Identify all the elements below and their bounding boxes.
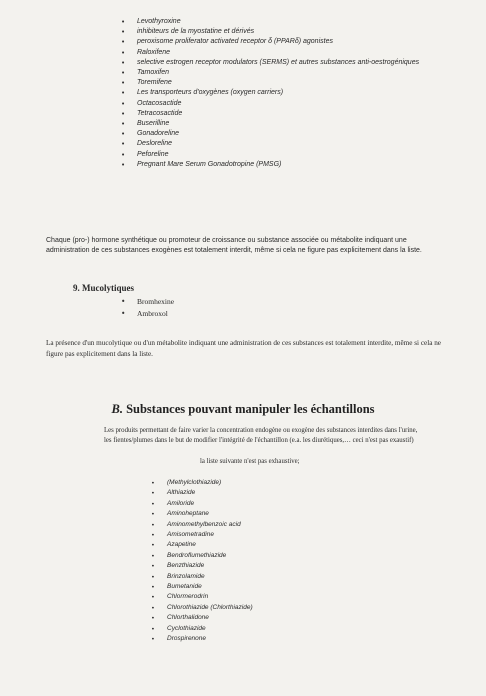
mucolytiques-paragraph: La présence d'un mucolytique ou d'un métabolite indiquant une administration de ces substances est totalement interdite, même si cela ne figure pas explicitement dans la liste. <box>46 339 441 358</box>
list-item: • Toremifene <box>137 78 437 88</box>
list-item: • selective estrogen receptor modulators (SERMS) et autres substances anti-oestrogéniques <box>137 58 437 68</box>
list-item: • Les transporteurs d'oxygènes (oxygen carriers) <box>137 88 437 98</box>
list-item: • Aminomethylbenzoic acid <box>167 520 367 530</box>
list-item: • Drospirenone <box>167 634 367 644</box>
section-b-letter: B. <box>111 402 123 416</box>
list-item: • Peforeline <box>137 150 437 160</box>
hormones-paragraph: Chaque (pro-) hormone synthétique ou promoteur de croissance ou substance associée ou métabolite indiquant une administration de ces substances exogènes est totalement interdit, même si cela ne figure pas explicitement dans la liste. <box>46 237 422 254</box>
list-item: • Amisometradine <box>167 530 367 540</box>
list-item: • Gonadoreline <box>137 129 437 139</box>
section-b-intro-tail: la liste suivante n'est pas exhaustive; <box>200 458 300 465</box>
list-item: • Althiazide <box>167 488 367 498</box>
list-item: • inhibiteurs de la myostatine et dérivés <box>137 27 437 37</box>
list-item: • Chlorthalidone <box>167 613 367 623</box>
list-item: • Buserilline <box>137 119 437 129</box>
list-item: • Amiloride <box>167 499 367 509</box>
section-b-title: Substances pouvant manipuler les échantillons <box>126 402 375 416</box>
list-item: • Raloxifene <box>137 48 437 58</box>
list-item: • Chlormerodrin <box>167 592 367 602</box>
substance-list-hormones <box>137 17 437 170</box>
list-item: • Bendroflumethiazide <box>167 551 367 561</box>
list-item: • peroxisome proliferator activated receptor δ (PPARδ) agonistes <box>137 37 437 47</box>
section-b-intro: Les produits permettant de faire varier la concentration endogène ou exogène des substances interdites dans l'urine, les fientes/plumes dans le but de modifier l'intégrité de l'échantillon (e.a. les diurétiques,… ceci n'est pas exaustif) <box>104 427 418 444</box>
list-item: • Desloreline <box>137 139 437 149</box>
section-b-heading <box>0 402 486 417</box>
mucolytiques-list <box>137 296 174 320</box>
list-item: • Levothyroxine <box>137 17 437 27</box>
list-item: • (Methylclothiazide) <box>167 478 367 488</box>
list-item: • Aminoheptane <box>167 509 367 519</box>
list-item: • Tetracosactide <box>137 109 437 119</box>
list-item: • Tamoxifen <box>137 68 437 78</box>
list-item: • Bromhexine <box>137 296 174 308</box>
list-item: • Pregnant Mare Serum Gonadotropine (PMSG) <box>137 160 437 170</box>
list-item: • Benzthiazide <box>167 561 367 571</box>
list-item: • Cyclothiazide <box>167 624 367 634</box>
list-item: • Azapetine <box>167 540 367 550</box>
list-item: • Ambroxol <box>137 308 174 320</box>
list-item: • Bumetanide <box>167 582 367 592</box>
section-9-heading: 9. Mucolytiques <box>73 283 135 293</box>
list-item: • Octacosactide <box>137 99 437 109</box>
manipulating-substances-list <box>167 478 367 645</box>
list-item: • Chlorothiazide (Chlorthiazide) <box>167 603 367 613</box>
list-item: • Brinzolamide <box>167 572 367 582</box>
